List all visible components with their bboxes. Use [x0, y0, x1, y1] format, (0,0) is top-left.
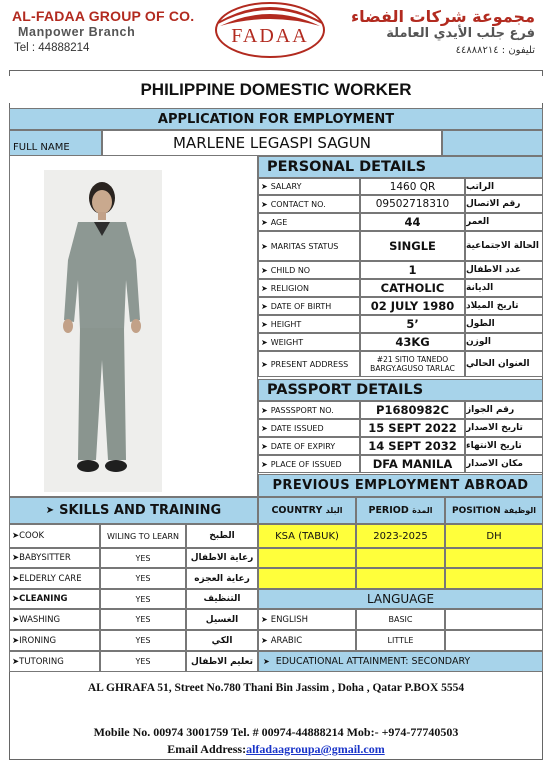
personal-value-3: SINGLE	[360, 231, 465, 261]
col-position-en: POSITION	[451, 505, 501, 516]
arrow-icon: ➤	[261, 636, 268, 645]
skill-label-0	[9, 524, 100, 548]
skills-heading-text: SKILLS AND TRAINING	[59, 503, 222, 518]
personal-details-heading: PERSONAL DETAILS	[258, 156, 543, 178]
skill-ar-2: رعاية العجزه	[186, 568, 258, 589]
skill-label-1	[9, 548, 100, 568]
company-name-ar: مجموعة شركات الفضاء	[350, 7, 535, 26]
arrow-icon: ➤	[261, 319, 268, 329]
language-label-1-text: ARABIC	[270, 635, 303, 646]
personal-label-7	[258, 315, 360, 333]
arrow-icon: ➤	[12, 531, 20, 541]
arrow-icon: ➤	[261, 199, 268, 209]
passport-label-3	[258, 455, 360, 473]
arrow-icon: ➤	[261, 459, 268, 469]
personal-label-0	[258, 178, 360, 195]
prev-country-3	[258, 568, 356, 589]
email-label: Email Address:	[167, 742, 247, 756]
col-position	[445, 497, 543, 524]
personal-label-5	[258, 279, 360, 297]
skill-label-5	[9, 630, 100, 651]
skill-value-6: YES	[100, 651, 186, 672]
prev-country-1: KSA (TABUK)	[258, 524, 356, 548]
email-link[interactable]: alfadaagroupa@gmail.com	[246, 742, 385, 756]
arrow-icon: ➤	[261, 615, 268, 624]
personal-label-9	[258, 351, 360, 377]
personal-label-9-text: PRESENT ADDRESS	[270, 359, 349, 369]
arrow-icon: ➤	[261, 337, 268, 347]
personal-label-1-text: CONTACT NO.	[270, 199, 326, 209]
passport-value-3: DFA MANILA	[360, 455, 465, 473]
skill-value-1: YES	[100, 548, 186, 568]
arrow-icon: ➤	[261, 405, 268, 415]
col-period	[356, 497, 445, 524]
personal-label-8	[258, 333, 360, 351]
prev-position-1: DH	[445, 524, 543, 548]
passport-details-heading: PASSPORT DETAILS	[258, 379, 543, 401]
education-value: SECONDARY	[411, 656, 471, 667]
prev-period-3	[356, 568, 445, 589]
language-value-0: BASIC	[356, 609, 445, 630]
personal-ar-2: العمر	[465, 213, 543, 231]
skill-label-4-text: WASHING	[19, 614, 61, 625]
passport-ar-2: تاريخ الانتهاء	[465, 437, 543, 455]
personal-value-1: 09502718310	[360, 195, 465, 213]
personal-ar-8: الوزن	[465, 333, 543, 351]
skill-ar-3: التنظيف	[186, 589, 258, 609]
passport-value-2: 14 SEPT 2032	[360, 437, 465, 455]
col-country-en: COUNTRY	[271, 505, 323, 516]
language-label-0-text: ENGLISH	[270, 614, 309, 625]
personal-label-5-text: RELIGION	[270, 283, 309, 293]
previous-employment-heading: PREVIOUS EMPLOYMENT ABROAD	[258, 474, 543, 497]
footer-email	[9, 742, 543, 757]
prev-position-2	[445, 548, 543, 568]
col-country	[258, 497, 356, 524]
personal-value-9: #21 SITIO TANEDO BARGY.AGUSO TARLAC	[360, 351, 465, 377]
col-country-ar: البلد	[325, 506, 343, 515]
skill-value-4: YES	[100, 609, 186, 630]
fadaa-logo	[214, 2, 326, 58]
personal-label-0-text: SALARY	[270, 182, 302, 191]
language-label-1	[258, 630, 356, 651]
arrow-icon: ➤	[261, 423, 268, 433]
prev-position-3	[445, 568, 543, 589]
personal-value-0: 1460 QR	[360, 178, 465, 195]
passport-label-0	[258, 401, 360, 419]
skill-value-3: YES	[100, 589, 186, 609]
arrow-icon: ➤	[261, 182, 268, 191]
personal-ar-0: الراتب	[465, 178, 543, 195]
full-name-label: FULL NAME	[9, 130, 102, 156]
form-subtitle: APPLICATION FOR EMPLOYMENT	[9, 108, 543, 130]
arrow-icon: ➤	[261, 265, 268, 275]
personal-value-5: CATHOLIC	[360, 279, 465, 297]
passport-label-1	[258, 419, 360, 437]
passport-label-0-text: PASSSPORT NO.	[270, 405, 334, 415]
personal-label-2	[258, 213, 360, 231]
personal-label-6	[258, 297, 360, 315]
form-title: PHILIPPINE DOMESTIC WORKER	[9, 76, 543, 103]
arrow-icon: ➤	[12, 573, 20, 584]
personal-ar-1: رقم الاتصال	[465, 195, 543, 213]
personal-value-6: 02 JULY 1980	[360, 297, 465, 315]
arrow-icon: ➤	[12, 635, 20, 646]
arrow-icon: ➤	[261, 301, 268, 311]
personal-value-8: 43KG	[360, 333, 465, 351]
arrow-icon: ➤	[45, 505, 55, 516]
company-name-en: AL-FADAA GROUP OF CO.	[12, 8, 195, 24]
passport-label-2-text: DATE OF EXPIRY	[270, 441, 336, 451]
skill-ar-4: الغسيل	[186, 609, 258, 630]
skill-value-2: YES	[100, 568, 186, 589]
skill-label-4	[9, 609, 100, 630]
education-row	[258, 651, 543, 672]
skill-label-0-text: COOK	[19, 531, 45, 541]
personal-label-8-text: WEIGHT	[270, 337, 304, 347]
col-period-en: PERIOD	[368, 505, 409, 516]
skill-label-5-text: IRONING	[19, 635, 57, 646]
skill-ar-6: تعليم الاطفال	[186, 651, 258, 672]
company-tel-ar: تليفون : ٤٤٨٨٨٢١٤	[455, 45, 535, 56]
passport-ar-0: رقم الجواز	[465, 401, 543, 419]
logo-text: FADAA	[231, 25, 309, 47]
arrow-icon: ➤	[261, 217, 268, 227]
branch-name-ar: فرع جلب الأيدي العاملة	[386, 26, 535, 41]
passport-label-2	[258, 437, 360, 455]
skill-label-6-text: TUTORING	[19, 656, 64, 667]
company-tel-en: Tel : 44888214	[14, 42, 90, 54]
skill-label-6	[9, 651, 100, 672]
personal-label-2-text: AGE	[270, 217, 288, 227]
personal-label-3	[258, 231, 360, 261]
arrow-icon: ➤	[261, 441, 268, 451]
personal-ar-9: العنوان الحالي	[465, 351, 543, 377]
personal-label-6-text: DATE OF BIRTH	[270, 301, 332, 311]
personal-ar-3: الحالة الاجتماعية	[465, 231, 543, 261]
full-name-value: MARLENE LEGASPI SAGUN	[102, 130, 442, 156]
personal-ar-5: الديانة	[465, 279, 543, 297]
skill-value-5: YES	[100, 630, 186, 651]
personal-ar-7: الطول	[465, 315, 543, 333]
skills-heading	[9, 497, 258, 524]
prev-period-2	[356, 548, 445, 568]
footer-address: AL GHRAFA 51, Street No.780 Thani Bin Jassim , Doha , Qatar P.BOX 5554	[87, 682, 465, 694]
branch-name-en: Manpower Branch	[18, 25, 136, 39]
language-heading: LANGUAGE	[258, 589, 543, 609]
personal-label-4	[258, 261, 360, 279]
personal-label-7-text: HEIGHT	[270, 319, 302, 329]
arrow-icon: ➤	[12, 553, 20, 563]
passport-label-3-text: PLACE OF ISSUED	[270, 459, 342, 469]
arrow-icon: ➤	[263, 657, 270, 666]
skill-label-2	[9, 568, 100, 589]
personal-label-4-text: CHILD NO	[270, 265, 311, 275]
skill-ar-1: رعاية الاطفال	[186, 548, 258, 568]
personal-label-1	[258, 195, 360, 213]
personal-value-2: 44	[360, 213, 465, 231]
language-value-1: LITTLE	[356, 630, 445, 651]
prev-period-1: 2023-2025	[356, 524, 445, 548]
personal-value-4: 1	[360, 261, 465, 279]
prev-country-2	[258, 548, 356, 568]
language-blank-1	[445, 630, 543, 651]
passport-value-1: 15 SEPT 2022	[360, 419, 465, 437]
passport-ar-3: مكان الاصدار	[465, 455, 543, 473]
skill-value-0: WILING TO LEARN	[100, 524, 186, 548]
personal-label-3-text: MARITAS STATUS	[270, 241, 339, 251]
col-period-ar: المدة	[412, 506, 433, 515]
language-blank-0	[445, 609, 543, 630]
arrow-icon: ➤	[261, 241, 268, 251]
col-position-ar: الوظيفة	[503, 506, 537, 515]
arrow-icon: ➤	[12, 656, 20, 667]
skill-label-2-text: ELDERLY CARE	[19, 573, 82, 584]
applicant-photo	[44, 170, 162, 492]
passport-label-1-text: DATE ISSUED	[270, 423, 324, 433]
personal-value-7: 5’	[360, 315, 465, 333]
skill-label-3-text: CLEANING	[19, 594, 68, 604]
skill-label-3	[9, 589, 100, 609]
language-label-0	[258, 609, 356, 630]
full-name-spacer	[442, 130, 543, 156]
passport-value-0: P1680982C	[360, 401, 465, 419]
footer-contacts: Mobile No. 00974 3001759 Tel. # 00974-44888214 Mob:- +974-77740503	[93, 725, 459, 739]
arrow-icon: ➤	[12, 614, 20, 625]
personal-ar-6: تاريخ الميلاد	[465, 297, 543, 315]
arrow-icon: ➤	[261, 283, 268, 293]
education-label: EDUCATIONAL ATTAINMENT:	[275, 656, 409, 667]
arrow-icon: ➤	[261, 359, 268, 369]
skill-label-1-text: BABYSITTER	[19, 553, 71, 563]
arrow-icon: ➤	[12, 594, 20, 604]
skill-ar-0: الطبخ	[186, 524, 258, 548]
skill-ar-5: الكي	[186, 630, 258, 651]
personal-ar-4: عدد الاطفال	[465, 261, 543, 279]
passport-ar-1: تاريخ الاصدار	[465, 419, 543, 437]
